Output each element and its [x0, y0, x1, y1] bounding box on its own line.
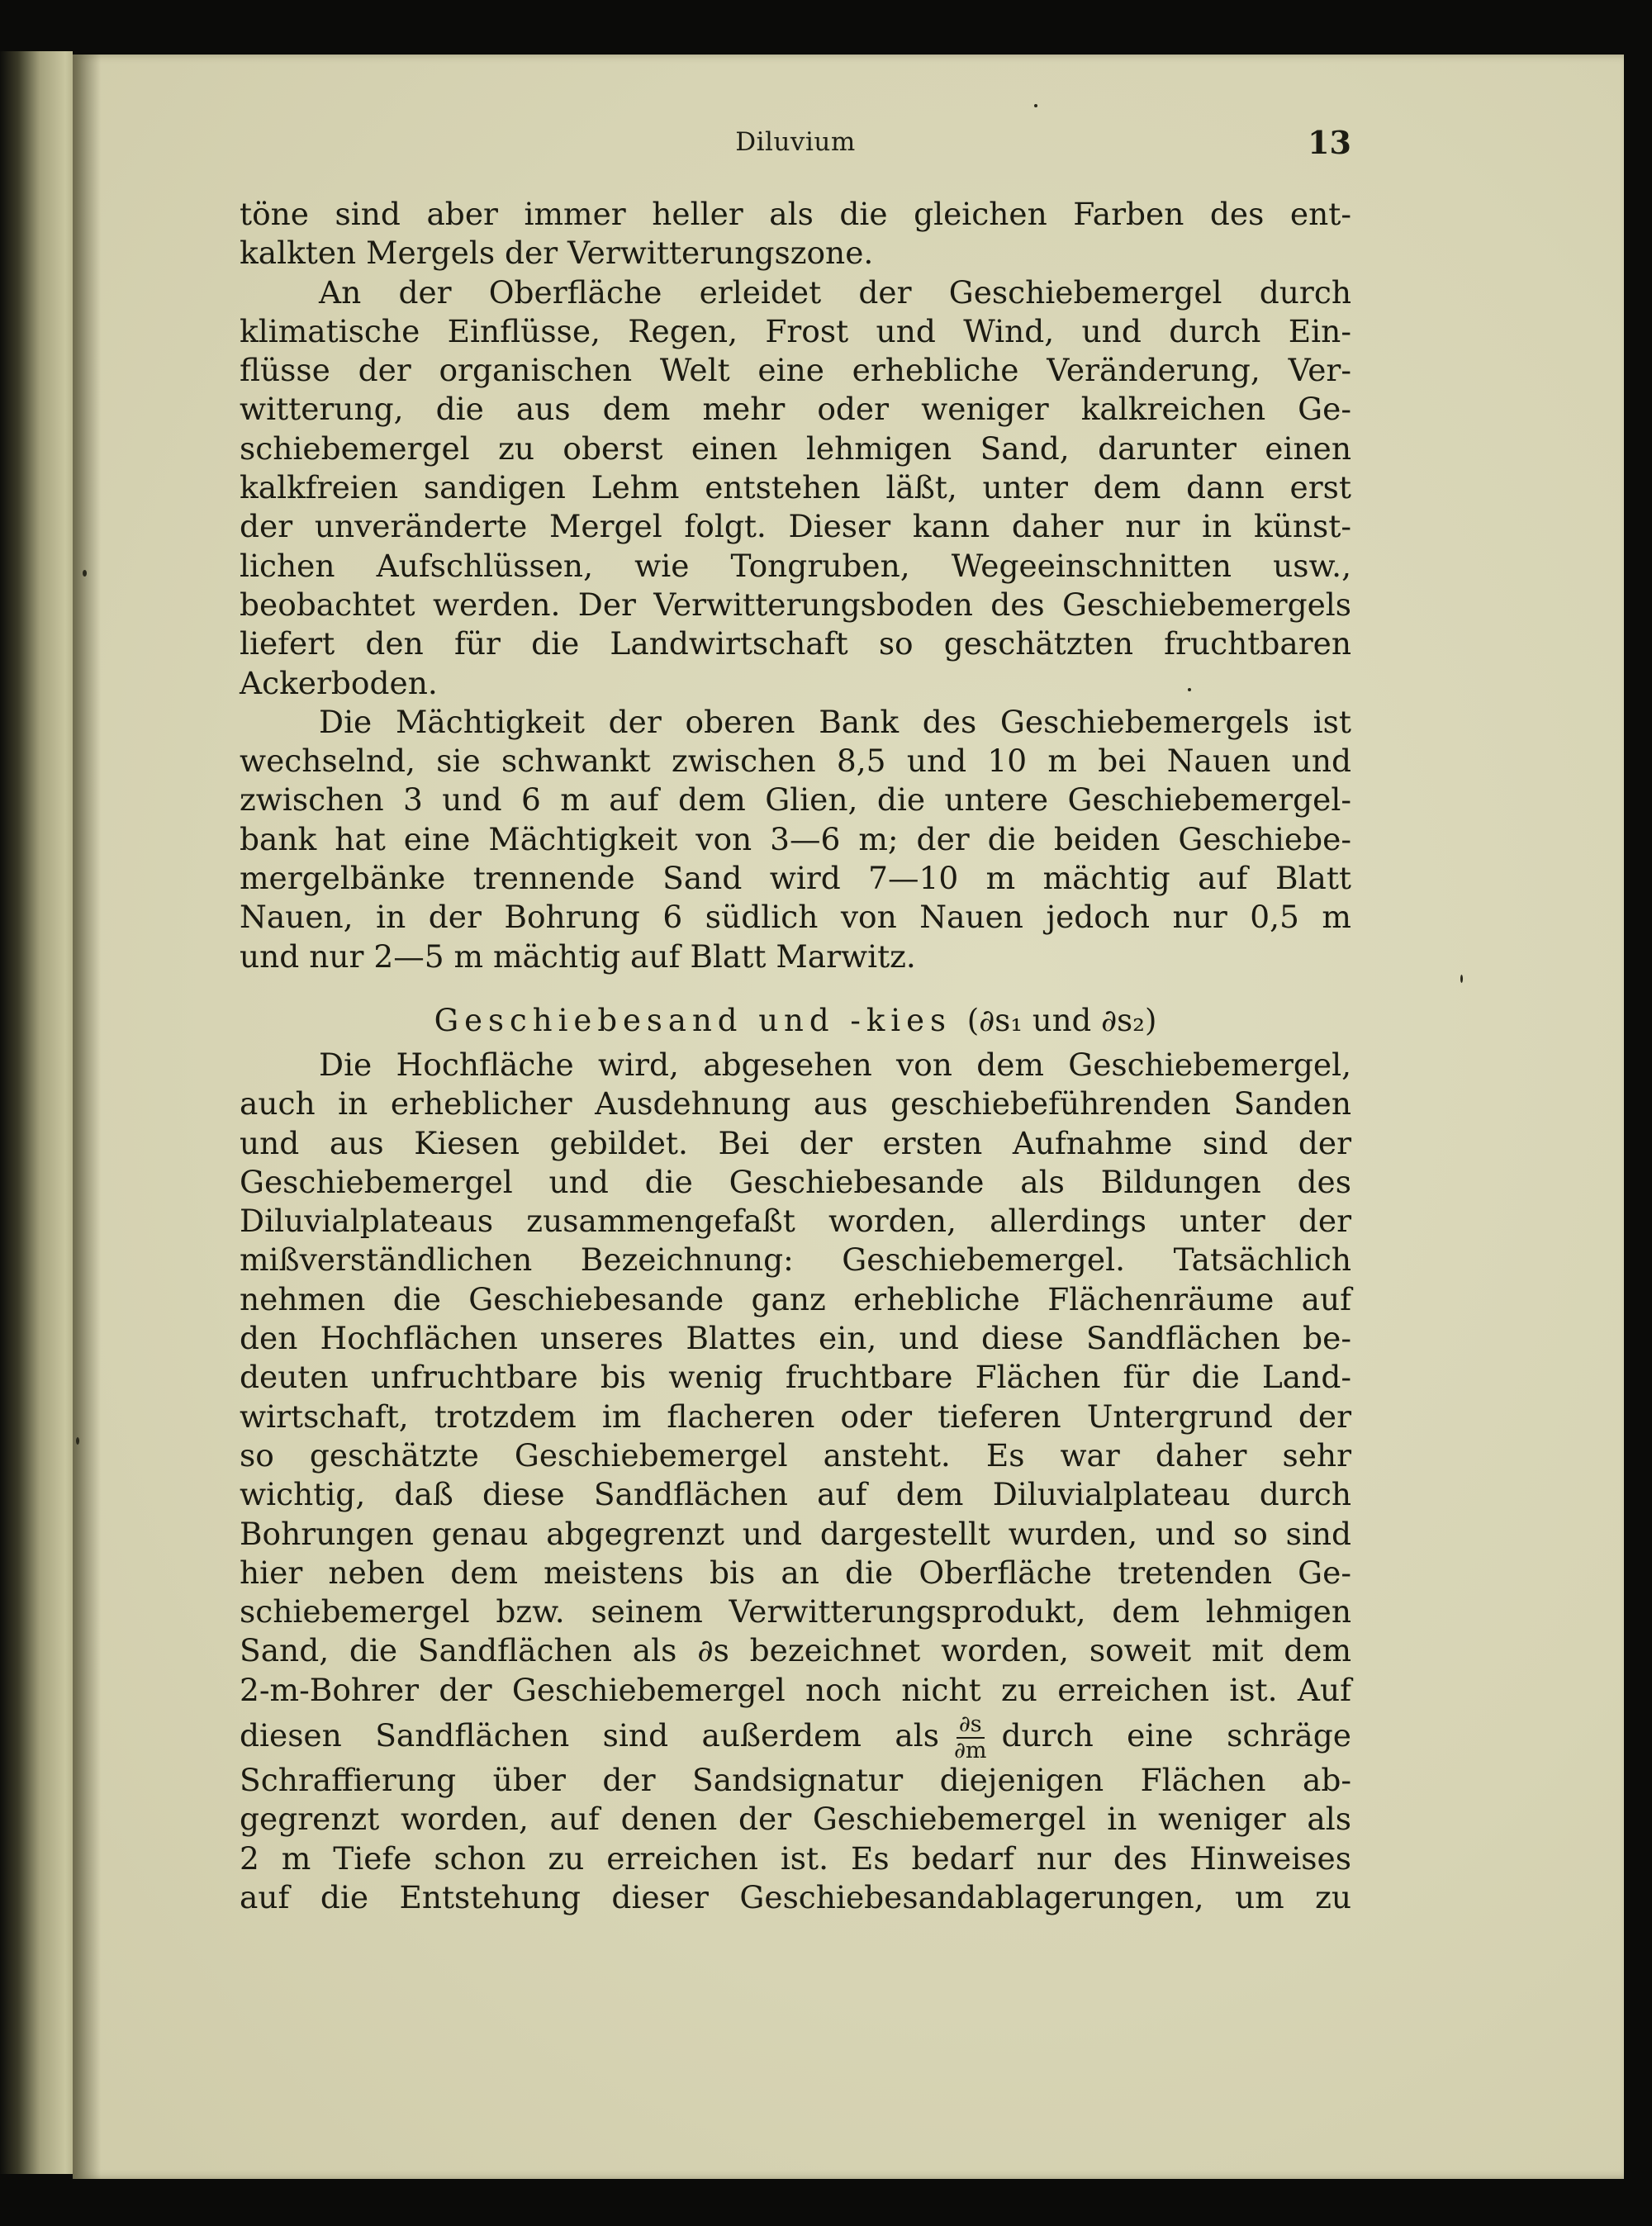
- paper-speck: [83, 570, 87, 577]
- paper-speck: [1460, 975, 1463, 983]
- paragraph-2: [240, 273, 1351, 703]
- paragraph-3: [240, 703, 1351, 976]
- text-line: liefert den für die Landwirtschaft so geschätzten fruchtbaren: [240, 625, 1351, 662]
- text-line: kalkten Mergels der Verwitterungszone.: [240, 235, 874, 272]
- text-line: töne sind aber immer heller als die gleichen Farben des ent-: [240, 196, 1351, 232]
- text-line: nehmen die Geschiebesande ganz erhebliche Flächenräume auf: [240, 1280, 1351, 1317]
- paper-speck: [1034, 104, 1037, 107]
- paragraph-1: [240, 195, 1351, 273]
- text-line: schiebemergel bzw. seinem Verwitterungsprodukt, dem lehmigen: [240, 1593, 1351, 1630]
- text-line: bank hat eine Mächtigkeit von 3—6 m; der die beiden Geschiebe-: [240, 820, 1351, 857]
- text-line: Diluvialplateaus zusammengefaßt worden, allerdings unter der: [240, 1203, 1351, 1240]
- text-line: beobachtet werden. Der Verwitterungsboden des Geschiebemergels: [240, 586, 1351, 623]
- text-line: Nauen, in der Bohrung 6 südlich von Nauen jedoch nur 0,5 m: [240, 899, 1351, 936]
- text-line: schiebemergel zu oberst einen lehmigen Sand, darunter einen: [240, 430, 1351, 467]
- text-line: lichen Aufschlüssen, wie Tongruben, Wegeeinschnitten usw.,: [240, 547, 1351, 584]
- text-line: zwischen 3 und 6 m auf dem Glien, die untere Geschiebemergel-: [240, 781, 1351, 819]
- text-line: und nur 2—5 m mächtig auf Blatt Marwitz.: [240, 937, 916, 975]
- page-number: 13: [1308, 124, 1351, 161]
- fraction-text-line: [240, 1710, 1351, 1764]
- fraction-denominator: ∂m: [953, 1738, 987, 1764]
- section-heading-symbols: (∂s₁ und ∂s₂): [966, 1002, 1157, 1038]
- page-body: [240, 195, 1351, 1917]
- text-line: gegrenzt worden, auf denen der Geschiebemergel in weniger als: [240, 1801, 1351, 1838]
- text-line: und aus Kiesen gebildet. Bei der ersten Aufnahme sind der: [240, 1124, 1351, 1161]
- section-heading: [240, 1001, 1351, 1046]
- text-line: Ackerboden.: [240, 664, 438, 701]
- text-line: Bohrungen genau abgegrenzt und dargestellt wurden, und so sind: [240, 1515, 1351, 1552]
- text-line: hier neben dem meistens bis an die Oberfläche tretenden Ge-: [240, 1554, 1351, 1591]
- running-title: Diluvium: [735, 127, 856, 157]
- text-line: flüsse der organischen Welt eine erhebliche Veränderung, Ver-: [240, 352, 1351, 389]
- text-line: Schraffierung über der Sandsignatur diejenigen Flächen ab-: [240, 1761, 1351, 1798]
- text-line: auch in erheblicher Ausdehnung aus geschiebeführenden Sanden: [240, 1085, 1351, 1122]
- paper-speck: [76, 1437, 79, 1445]
- text-line: wirtschaft, trotzdem im flacheren oder tieferen Untergrund der: [240, 1398, 1351, 1435]
- text-line: Sand, die Sandflächen als ∂s bezeichnet worden, soweit mit dem: [240, 1632, 1351, 1669]
- fraction-numerator: ∂s: [957, 1714, 985, 1739]
- text-line: kalkfreien sandigen Lehm entstehen läßt, unter dem dann erst: [240, 469, 1351, 506]
- text-line: der unveränderte Mergel folgt. Dieser kann daher nur in künst-: [240, 508, 1351, 545]
- paper-speck: [1188, 688, 1191, 691]
- text-line: Die Hochfläche wird, abgesehen von dem Geschiebemergel,: [319, 1046, 1351, 1083]
- text-line: den Hochflächen unseres Blattes ein, und diese Sandflächen be-: [240, 1320, 1351, 1357]
- text-line: Geschiebemergel und die Geschiebesande als Bildungen des: [240, 1163, 1351, 1200]
- text-line: mißverständlichen Bezeichnung: Geschiebemergel. Tatsächlich: [240, 1241, 1351, 1279]
- text-line: wechselnd, sie schwankt zwischen 8,5 und 10 m bei Nauen und: [240, 743, 1351, 780]
- ds-over-dm-fraction: [953, 1711, 987, 1764]
- section-heading-text: Geschiebesand und -kies: [434, 1002, 952, 1038]
- page-header: [240, 124, 1351, 165]
- text-line: An der Oberfläche erleidet der Geschiebemergel durch: [319, 273, 1351, 311]
- text-line: auf die Entstehung dieser Geschiebesandablagerungen, um zu: [240, 1878, 1351, 1915]
- previous-page-edge: [0, 51, 73, 2174]
- text-line: wichtig, daß diese Sandflächen auf dem Diluvialplateau durch: [240, 1476, 1351, 1513]
- text-line: mergelbänke trennende Sand wird 7—10 m mächtig auf Blatt: [240, 860, 1351, 897]
- text-line: klimatische Einflüsse, Regen, Frost und Wind, und durch Ein-: [240, 312, 1351, 349]
- text-line: witterung, die aus dem mehr oder weniger kalkreichen Ge-: [240, 391, 1351, 428]
- text-line: so geschätzte Geschiebemergel ansteht. Es war daher sehr: [240, 1436, 1351, 1474]
- page-gutter-shadow: [73, 55, 101, 2179]
- text-line: 2-m-Bohrer der Geschiebemergel noch nicht zu erreichen ist. Auf: [240, 1671, 1351, 1708]
- text-line: 2 m Tiefe schon zu erreichen ist. Es bedarf nur des Hinweises: [240, 1839, 1351, 1877]
- fraction-line-before: diesen Sandflächen sind außerdem als: [240, 1716, 939, 1754]
- text-line: Die Mächtigkeit der oberen Bank des Geschiebemergels ist: [319, 703, 1351, 740]
- text-line: deuten unfruchtbare bis wenig fruchtbare Flächen für die Land-: [240, 1359, 1351, 1396]
- fraction-line-after: durch eine schräge: [1001, 1716, 1351, 1754]
- paragraph-4: [240, 1046, 1351, 1917]
